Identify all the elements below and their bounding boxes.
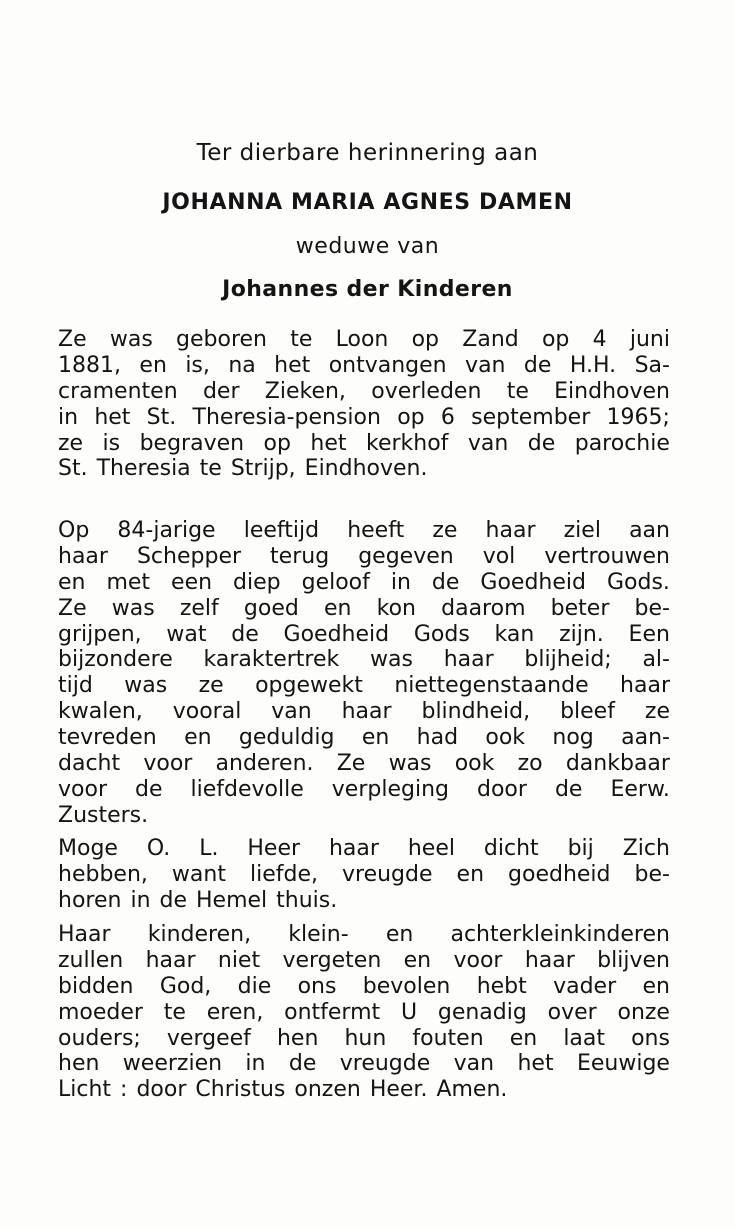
word: Strijp, — [230, 456, 296, 482]
word: haar — [620, 673, 670, 699]
word: verpleging — [331, 776, 449, 802]
text-line — [58, 974, 670, 1000]
word: liefdevolle — [190, 776, 304, 802]
word: laat — [563, 1025, 606, 1051]
word: bleef — [560, 699, 615, 725]
word: St. — [58, 456, 88, 482]
word: Loon — [335, 327, 389, 352]
text-line — [58, 673, 670, 699]
word: en — [184, 725, 212, 751]
paragraph-family — [58, 922, 670, 1103]
word: en — [58, 569, 86, 595]
word: te — [506, 378, 529, 404]
word: weerzien — [122, 1051, 223, 1077]
word: kan — [494, 621, 535, 647]
word: 84-jarige — [117, 518, 216, 543]
text-line — [58, 948, 670, 974]
word: L. — [199, 836, 219, 861]
word: be- — [634, 861, 670, 887]
word: geduldig — [238, 725, 335, 751]
word: grijpen, — [58, 621, 142, 647]
word: diep — [233, 569, 281, 595]
word: eren, — [206, 999, 264, 1025]
word: Zich — [622, 836, 670, 861]
word: Op — [58, 518, 90, 543]
word: vader — [553, 973, 617, 999]
text-line — [58, 570, 670, 596]
word: ze — [644, 699, 670, 725]
word: op — [397, 404, 425, 430]
word: ook — [485, 725, 526, 751]
word: te — [163, 999, 186, 1025]
word: cramenten — [58, 378, 178, 404]
word: blijven — [597, 947, 670, 973]
word: het — [94, 404, 131, 430]
word: kinderen, — [147, 922, 252, 947]
text-line — [58, 647, 670, 673]
word: die — [237, 973, 272, 999]
word: het — [310, 430, 347, 456]
word: geloof — [301, 569, 370, 595]
word: achterkleinkinderen — [450, 922, 670, 947]
word: Moge — [58, 836, 118, 861]
word: een — [171, 569, 213, 595]
word: niettegenstaande — [394, 673, 589, 699]
word: Haar — [58, 922, 111, 947]
word: bidden — [58, 973, 134, 999]
word: Eindhoven — [554, 378, 670, 404]
text-line — [58, 725, 670, 751]
text-line — [58, 803, 670, 829]
word: St. — [146, 404, 177, 430]
word: klein- — [288, 922, 349, 947]
word: was — [388, 751, 432, 777]
word: Heer. — [369, 1077, 428, 1103]
word: op — [411, 327, 440, 352]
text-line — [58, 353, 670, 379]
word: niet — [217, 947, 261, 973]
word: en — [324, 595, 352, 621]
word: vergeef — [166, 1025, 251, 1051]
word: Theresia — [96, 456, 191, 482]
word: voor — [143, 751, 193, 777]
word: aan — [629, 518, 670, 543]
text-line — [58, 888, 670, 914]
word: H.H. — [569, 352, 617, 378]
word: de — [159, 887, 188, 913]
word: vooral — [172, 699, 242, 725]
word: de — [431, 569, 460, 595]
word: juni — [629, 327, 670, 352]
word: is — [102, 430, 121, 456]
word: over — [547, 999, 597, 1025]
word: nog — [552, 725, 594, 751]
word: op — [541, 327, 570, 352]
word: gegeven — [358, 543, 454, 569]
word: Ze — [58, 327, 87, 352]
word: parochie — [574, 430, 670, 456]
word: door — [136, 1077, 187, 1103]
word: leeftijd — [243, 518, 320, 543]
word: Zusters. — [58, 802, 149, 828]
widow-of-line: weduwe van — [295, 234, 440, 259]
word: 1881, — [58, 352, 121, 378]
word: tevreden — [58, 725, 157, 751]
word: en — [509, 1025, 538, 1051]
word: bijzondere — [58, 647, 173, 673]
word: : — [120, 1077, 128, 1103]
word: anderen. — [215, 751, 314, 777]
word: terug — [270, 543, 330, 569]
word: Ze — [336, 751, 366, 777]
word: der — [202, 378, 240, 404]
word: was — [370, 647, 413, 673]
word: ons — [297, 973, 337, 999]
paragraph-birth-death — [58, 327, 670, 482]
text-line — [58, 862, 670, 888]
word: te — [290, 327, 313, 352]
word: beter — [550, 595, 610, 621]
word: hen — [276, 1025, 319, 1051]
intro-line: Ter dierbare herinnering aan — [196, 140, 539, 166]
text-line — [58, 751, 670, 777]
word: vertrouwen — [544, 543, 670, 569]
word: Een — [628, 621, 670, 647]
word: Goedheid — [480, 569, 586, 595]
word: van — [467, 430, 509, 456]
word: was — [109, 327, 153, 352]
word: haar — [58, 543, 108, 569]
word: Theresia-pension — [192, 404, 381, 430]
word: want — [171, 861, 226, 887]
word: ontvangen — [328, 352, 447, 378]
paragraph-life — [58, 518, 670, 829]
word: Hemel — [196, 887, 268, 913]
word: de — [231, 621, 259, 647]
word: blindheid, — [421, 699, 531, 725]
word: haar — [145, 947, 196, 973]
word: ze — [58, 430, 84, 456]
word: haar — [524, 947, 575, 973]
text-line — [58, 518, 670, 544]
word: haar — [443, 647, 494, 673]
word: 1965; — [606, 404, 670, 430]
word: het — [517, 1051, 554, 1077]
word: haar — [328, 836, 379, 861]
word: genadig — [437, 999, 527, 1025]
word: hen — [58, 1051, 100, 1077]
word: ontfermt — [284, 999, 381, 1025]
word: vreugde — [339, 1051, 431, 1077]
word: Eeuwige — [576, 1051, 670, 1077]
word: horen — [58, 887, 122, 913]
word: en — [139, 352, 167, 378]
word: door — [477, 776, 527, 802]
word: dacht — [58, 751, 121, 777]
word: op — [263, 430, 291, 456]
word: Eindhoven. — [304, 456, 428, 482]
word: van — [465, 352, 506, 378]
word: U — [400, 999, 418, 1025]
word: haar — [341, 699, 392, 725]
word: hun — [344, 1025, 387, 1051]
word: begraven — [139, 430, 245, 456]
word: 4 — [592, 327, 607, 352]
word: 6 — [440, 404, 455, 430]
word: overleden — [371, 378, 482, 404]
text-line — [58, 456, 670, 482]
husband-name: Johannes der Kinderen — [222, 277, 513, 302]
word: ze — [198, 673, 224, 699]
word: Zand — [462, 327, 519, 352]
word: Amen. — [436, 1077, 508, 1103]
word: aan- — [621, 725, 670, 751]
word: God, — [159, 973, 212, 999]
word: had — [416, 725, 459, 751]
word: zullen — [58, 947, 124, 973]
word: te — [199, 456, 222, 482]
text-line — [58, 405, 670, 431]
text-line — [58, 1026, 670, 1052]
word: be- — [634, 595, 670, 621]
word: de — [554, 776, 583, 802]
word: tijd — [58, 673, 93, 699]
word: al- — [642, 647, 670, 673]
word: voor — [453, 947, 503, 973]
word: geboren — [176, 327, 267, 352]
word: en — [403, 947, 432, 973]
text-line — [58, 596, 670, 622]
word: bevolen — [362, 973, 451, 999]
word: zo — [517, 751, 543, 777]
word: haar — [485, 518, 536, 543]
word: dicht — [483, 836, 539, 861]
word: Gods — [413, 621, 470, 647]
word: de — [527, 430, 556, 456]
word: en — [361, 725, 390, 751]
word: Zieken, — [264, 378, 346, 404]
word: kon — [376, 595, 416, 621]
word: en — [385, 922, 414, 947]
word: onzen — [294, 1077, 361, 1103]
text-line — [58, 622, 670, 648]
word: de — [288, 1051, 317, 1077]
word: in — [390, 569, 411, 595]
word: karaktertrek — [203, 647, 340, 673]
word: vol — [482, 543, 516, 569]
word: moeder — [58, 999, 143, 1025]
word: Sa- — [634, 352, 670, 378]
word: vergeten — [282, 947, 382, 973]
word: heel — [407, 836, 455, 861]
word: blijheid; — [524, 647, 612, 673]
word: van — [453, 1051, 495, 1077]
word: het — [274, 352, 311, 378]
word: was — [124, 673, 168, 699]
word: thuis. — [276, 887, 338, 913]
word: is, — [185, 352, 210, 378]
word: met — [106, 569, 151, 595]
word: in — [58, 404, 79, 430]
text-line — [58, 379, 670, 405]
text-line — [58, 922, 670, 948]
word: september — [471, 404, 591, 430]
word: in — [245, 1051, 266, 1077]
paragraph-prayer — [58, 836, 670, 914]
word: Heer — [247, 836, 301, 861]
text-line — [58, 1000, 670, 1026]
deceased-name: JOHANNA MARIA AGNES DAMEN — [162, 190, 573, 215]
word: Licht — [58, 1077, 112, 1103]
word: O. — [146, 836, 171, 861]
word: Eerw. — [610, 776, 670, 802]
word: was — [111, 595, 155, 621]
word: Gods. — [606, 569, 670, 595]
word: Goedheid — [283, 621, 390, 647]
text-line — [58, 836, 670, 862]
word: dankbaar — [565, 751, 670, 777]
word: heeft — [347, 518, 405, 543]
word: voor — [58, 776, 107, 802]
word: ziel — [563, 518, 601, 543]
word: goed — [243, 595, 299, 621]
text-line — [58, 1077, 670, 1103]
text-line — [58, 699, 670, 725]
word: ook — [454, 751, 495, 777]
word: zelf — [179, 595, 219, 621]
word: liefde, — [249, 861, 318, 887]
word: de — [523, 352, 552, 378]
word: hebt — [476, 973, 527, 999]
word: ons — [631, 1025, 670, 1051]
text-line — [58, 1051, 670, 1077]
word: na — [228, 352, 256, 378]
word: de — [135, 776, 163, 802]
word: wat — [166, 621, 207, 647]
word: ze — [432, 518, 458, 543]
word: onze — [617, 999, 670, 1025]
text-line — [58, 327, 670, 353]
text-line — [58, 544, 670, 570]
text-line — [58, 777, 670, 803]
word: Christus — [195, 1077, 286, 1103]
word: vreugde — [341, 861, 433, 887]
word: ouders; — [58, 1025, 141, 1051]
word: fouten — [412, 1025, 484, 1051]
word: daarom — [441, 595, 526, 621]
word: van — [271, 699, 312, 725]
word: en — [642, 973, 670, 999]
word: goedheid — [508, 861, 611, 887]
word: in — [130, 887, 151, 913]
word: en — [456, 861, 485, 887]
word: opgewekt — [255, 673, 363, 699]
word: hebben, — [58, 861, 148, 887]
word: kwalen, — [58, 699, 143, 725]
word: bij — [567, 836, 594, 861]
word: Ze — [58, 595, 87, 621]
word: zijn. — [559, 621, 604, 647]
word: kerkhof — [365, 430, 449, 456]
text-line — [58, 431, 670, 457]
word: Schepper — [136, 543, 242, 569]
